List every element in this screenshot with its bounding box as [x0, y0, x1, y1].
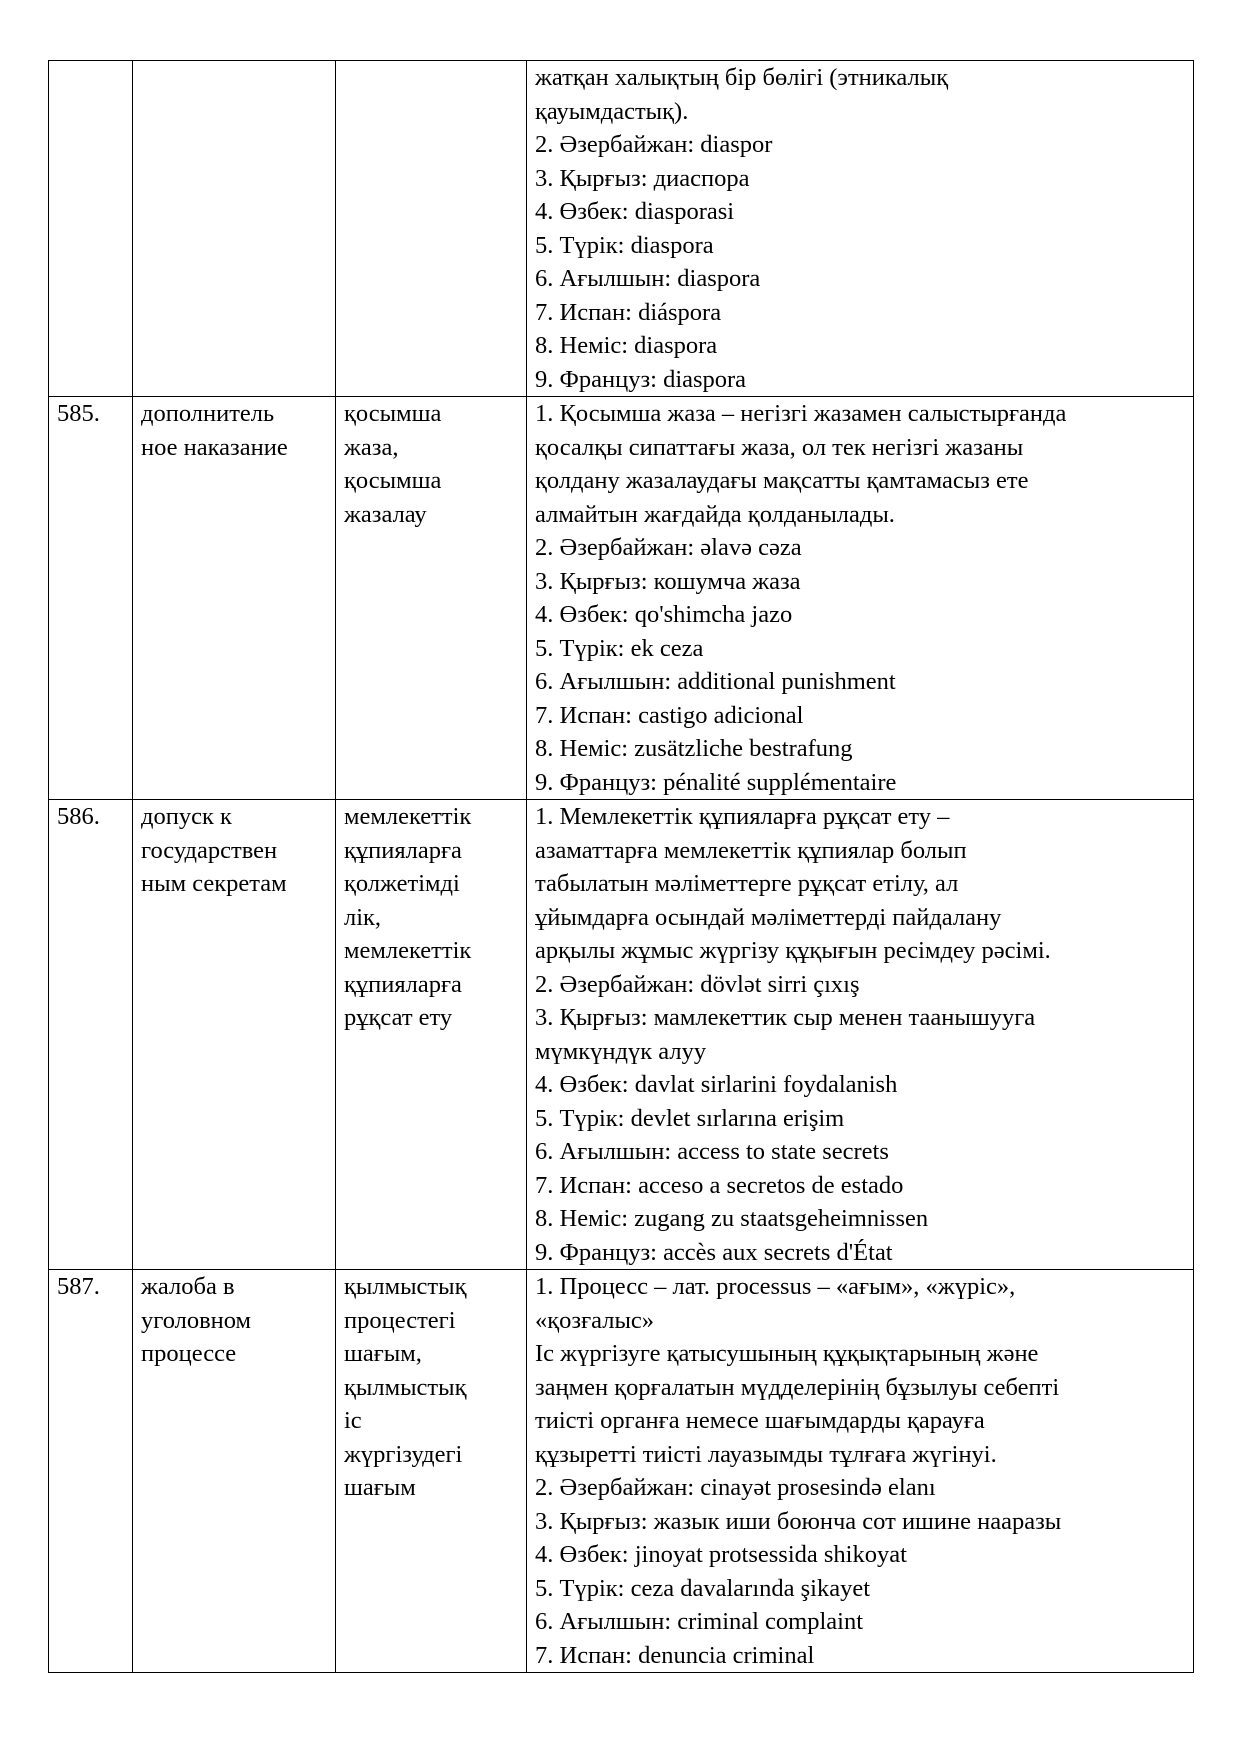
russian-term	[133, 1270, 336, 1673]
kazakh-term-line: қылмыстық	[344, 1273, 467, 1300]
definition	[527, 61, 1194, 397]
definition-line: 8. Неміс: diaspora	[535, 332, 718, 359]
kazakh-term-line: іс	[344, 1407, 362, 1434]
definition-line: 5. Түрік: ceza davalarında şikayet	[535, 1574, 871, 1602]
glossary-table	[48, 60, 1194, 1673]
definition-line: 3. Қырғыз: диаспора	[535, 164, 750, 192]
definition-line: 3. Қырғыз: мамлекеттик сыр менен таанышууга	[535, 1004, 1036, 1031]
kazakh-term	[336, 397, 527, 800]
glossary-body	[49, 61, 1194, 1673]
definition-line: 9. Француз: diaspora	[535, 365, 747, 393]
definition-line: 2. Әзербайжан: əlavə cəza	[535, 534, 802, 561]
russian-term-line: государствен	[141, 836, 278, 864]
definition-line: жатқан халықтың бір бөлігі (этникалық	[535, 64, 949, 91]
kazakh-term-line: шағым,	[344, 1340, 422, 1367]
russian-term-line: жалоба в	[141, 1273, 235, 1300]
definition-line: Іс жүргізуге қатысушының құқықтарының және	[535, 1340, 1039, 1367]
definition-line: 6. Ағылшын: criminal complaint	[535, 1608, 864, 1635]
kazakh-term	[336, 61, 527, 397]
definition-line: мүмкүндүк алуу	[535, 1037, 707, 1065]
entry-number	[49, 397, 133, 800]
russian-term-line: ное наказание	[141, 433, 288, 461]
kazakh-term-line: қосымша	[344, 467, 442, 494]
definition-line: 6. Ағылшын: additional punishment	[535, 668, 896, 695]
kazakh-term	[336, 1270, 527, 1673]
definition-line: ұйымдарға осындай мәліметтерді пайдалану	[535, 903, 1002, 931]
russian-term-line: ным секретам	[141, 870, 287, 897]
table-row	[49, 1270, 1194, 1673]
definition-line: 5. Түрік: ek ceza	[535, 634, 704, 662]
definition-line: 9. Француз: accès aux secrets d'État	[535, 1238, 893, 1266]
definition-line: 5. Түрік: diaspora	[535, 231, 714, 259]
kazakh-term-line: шағым	[344, 1474, 416, 1501]
definition-line: табылатын мәліметтерге рұқсат етілу, ал	[535, 870, 959, 897]
definition	[527, 1270, 1194, 1673]
kazakh-term-line: құпияларға	[344, 836, 462, 864]
definition-line: 4. Өзбек: qo'shimcha jazo	[535, 601, 793, 628]
kazakh-term-line: мемлекеттік	[344, 803, 472, 830]
definition-line: тиісті органға немесе шағымдарды қарауға	[535, 1407, 985, 1434]
definition-line: 1. Қосымша жаза – негізгі жазамен салыстырғанда	[535, 400, 1067, 427]
kazakh-term-line: лік,	[344, 903, 382, 931]
definition-line: 7. Испан: diáspora	[535, 298, 722, 326]
definition-line: азаматтарға мемлекеттік құпиялар болып	[535, 836, 967, 864]
definition-line: 2. Әзербайжан: cinayət prosesində elanı	[535, 1474, 936, 1501]
definition-line: 7. Испан: acceso a secretos de estado	[535, 1171, 904, 1199]
definition-line: 5. Түрік: devlet sırlarına erişim	[535, 1104, 845, 1132]
definition-line: 7. Испан: castigo adicional	[535, 701, 804, 729]
russian-term-line: уголовном	[141, 1306, 252, 1334]
definition-line: заңмен қорғалатын мүдделерінің бұзылуы себепті	[535, 1373, 1060, 1401]
kazakh-term-line: жазалау	[344, 500, 427, 528]
definition-line: арқылы жұмыс жүргізу құқығын ресімдеу рәсімі.	[535, 937, 1051, 964]
definition-line: қосалқы сипаттағы жаза, ол тек негізгі жазаны	[535, 433, 1024, 461]
entry-number	[49, 800, 133, 1270]
table-row	[49, 61, 1194, 397]
entry-number-text: 585.	[57, 400, 100, 427]
definition-line: «қозғалыс»	[535, 1306, 655, 1334]
kazakh-term-line: қылмыстық	[344, 1373, 467, 1401]
definition-line: 1. Процесс – лат. processus – «ағым», «жүріс»,	[535, 1273, 1016, 1300]
kazakh-term-line: жүргізудегі	[344, 1440, 463, 1468]
definition-line: 8. Неміс: zusätzliche bestrafung	[535, 735, 853, 762]
kazakh-term-line: қосымша	[344, 400, 442, 427]
kazakh-term-line: мемлекеттік	[344, 937, 472, 964]
kazakh-term-line: жаза,	[344, 433, 399, 461]
entry-number	[49, 61, 133, 397]
definition-line: 7. Испан: denuncia criminal	[535, 1641, 815, 1669]
definition-line: 4. Өзбек: jinoyat protsessida shikoyat	[535, 1541, 907, 1568]
kazakh-term-line: процестегі	[344, 1306, 456, 1334]
kazakh-term-line: рұқсат ету	[344, 1004, 453, 1031]
definition-line: 9. Француз: pénalité supplémentaire	[535, 768, 897, 796]
definition	[527, 397, 1194, 800]
russian-term	[133, 800, 336, 1270]
definition-line: 1. Мемлекеттік құпияларға рұқсат ету –	[535, 803, 950, 830]
definition	[527, 800, 1194, 1270]
table-row	[49, 397, 1194, 800]
russian-term	[133, 61, 336, 397]
kazakh-term-line: құпияларға	[344, 970, 462, 998]
kazakh-term-line: қолжетімді	[344, 870, 460, 897]
definition-line: қолдану жазалаудағы мақсатты қамтамасыз ете	[535, 467, 1029, 494]
russian-term-line: дополнитель	[141, 400, 275, 427]
entry-number-text: 587.	[57, 1273, 100, 1300]
definition-line: алмайтын жағдайда қолданылады.	[535, 500, 895, 528]
kazakh-term	[336, 800, 527, 1270]
definition-line: қауымдастық).	[535, 97, 689, 125]
russian-term-line: процессе	[141, 1340, 237, 1367]
definition-line: 4. Өзбек: davlat sirlarini foydalanish	[535, 1071, 898, 1098]
entry-number	[49, 1270, 133, 1673]
entry-number-text: 586.	[57, 803, 100, 830]
definition-line: 3. Қырғыз: кошумча жаза	[535, 567, 801, 595]
russian-term	[133, 397, 336, 800]
definition-line: 2. Әзербайжан: diaspor	[535, 131, 773, 158]
russian-term-line: допуск к	[141, 803, 232, 830]
definition-line: 8. Неміс: zugang zu staatsgeheimnissen	[535, 1205, 929, 1232]
definition-line: 6. Ағылшын: access to state secrets	[535, 1138, 889, 1165]
definition-line: құзыретті тиісті лауазымды тұлғаға жүгінуі.	[535, 1440, 997, 1468]
definition-line: 2. Әзербайжан: dövlət sirri çıxış	[535, 970, 860, 998]
definition-line: 4. Өзбек: diasporasi	[535, 198, 735, 225]
definition-line: 3. Қырғыз: жазык иши боюнча сот ишине нааразы	[535, 1507, 1062, 1535]
table-row	[49, 800, 1194, 1270]
definition-line: 6. Ағылшын: diaspora	[535, 265, 761, 292]
